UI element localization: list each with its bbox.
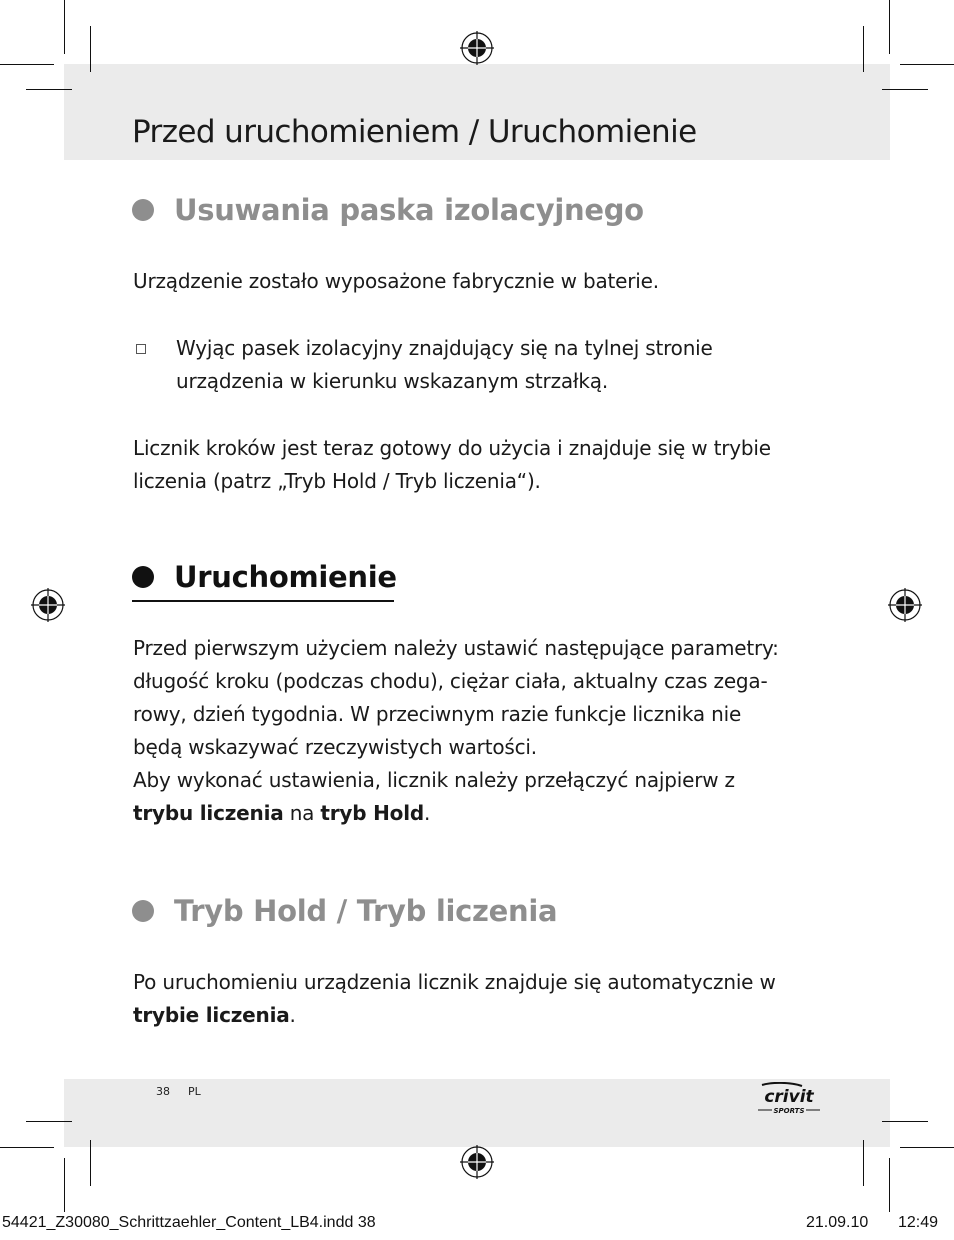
paragraph-line: rowy, dzień tygodnia. W przeciwnym razie funkcje licznika nie <box>133 702 742 726</box>
step-checkbox-icon <box>136 344 146 354</box>
bullet-dot-icon <box>132 900 154 922</box>
crop-mark <box>90 1140 91 1186</box>
crivit-sports-logo <box>756 1082 822 1118</box>
svg-text:SPORTS: SPORTS <box>773 1107 805 1115</box>
crop-mark <box>882 1121 928 1122</box>
registration-mark-icon <box>888 588 922 622</box>
paragraph-line: długość kroku (podczas chodu), ciężar ciała, aktualny czas zega- <box>133 669 768 693</box>
registration-mark-icon <box>460 31 494 65</box>
step-text <box>176 332 713 398</box>
crop-mark <box>0 1147 54 1148</box>
heading-underline <box>132 600 394 602</box>
bullet-dot-icon <box>132 199 154 221</box>
paragraph-line: będą wskazywać rzeczywistych wartości. <box>133 735 537 759</box>
crop-mark <box>64 0 65 54</box>
section-heading-startup <box>132 560 397 594</box>
crop-mark <box>900 64 954 65</box>
crop-mark <box>889 1158 890 1212</box>
step-line: urządzenia w kierunku wskazanym strzałką. <box>176 369 609 393</box>
page-number: 38 <box>156 1085 170 1098</box>
section-heading-text: Uruchomienie <box>174 560 397 594</box>
crop-mark <box>26 1121 72 1122</box>
paragraph-fragment: na <box>283 801 321 825</box>
paragraph-fragment: . <box>424 801 431 825</box>
crop-mark <box>64 1158 65 1212</box>
paragraph <box>133 966 776 1032</box>
section-heading-text: Tryb Hold / Tryb liczenia <box>174 894 558 928</box>
registration-mark-icon <box>31 588 65 622</box>
paragraph-line: Aby wykonać ustawienia, licznik należy przełączyć najpierw z <box>133 768 735 792</box>
bold-term: trybie liczenia <box>133 1003 290 1027</box>
step-line: Wyjąc pasek izolacyjny znajdujący się na tylnej stronie <box>176 336 713 360</box>
crop-mark <box>863 1140 864 1186</box>
crop-mark <box>90 26 91 72</box>
crop-mark <box>26 89 72 90</box>
language-code: PL <box>188 1085 201 1098</box>
crop-mark <box>882 89 928 90</box>
crop-mark <box>863 26 864 72</box>
bullet-dot-icon <box>132 566 154 588</box>
svg-text:crivit: crivit <box>764 1087 814 1107</box>
paragraph-line: Licznik kroków jest teraz gotowy do użycia i znajduje się w trybie <box>133 436 771 460</box>
print-slug-filename: 54421_Z30080_Schrittzaehler_Content_LB4.indd 38 <box>2 1214 376 1231</box>
print-slug-date: 21.09.10 <box>806 1214 869 1231</box>
print-slug-time: 12:49 <box>898 1214 939 1231</box>
paragraph-line: Po uruchomieniu urządzenia licznik znajduje się automatycznie w <box>133 970 776 994</box>
paragraph <box>133 632 779 830</box>
page-title: Przed uruchomieniem / Uruchomienie <box>132 114 697 150</box>
section-heading-insulation-strip <box>132 193 644 227</box>
paragraph: Urządzenie zostało wyposażone fabrycznie w baterie. <box>133 269 659 293</box>
paragraph-fragment: . <box>289 1003 296 1027</box>
paragraph <box>133 432 771 498</box>
bold-term: trybu liczenia <box>133 801 284 825</box>
paragraph-line: liczenia (patrz „Tryb Hold / Tryb liczenia“). <box>133 469 541 493</box>
bold-term: tryb Hold <box>320 801 424 825</box>
crop-mark <box>900 1147 954 1148</box>
section-heading-text: Usuwania paska izolacyjnego <box>174 193 644 227</box>
section-heading-hold-count-mode <box>132 894 557 928</box>
paragraph-line: Przed pierwszym użyciem należy ustawić następujące parametry: <box>133 636 779 660</box>
crop-mark <box>0 64 54 65</box>
registration-mark-icon <box>460 1145 494 1179</box>
crop-mark <box>889 0 890 54</box>
